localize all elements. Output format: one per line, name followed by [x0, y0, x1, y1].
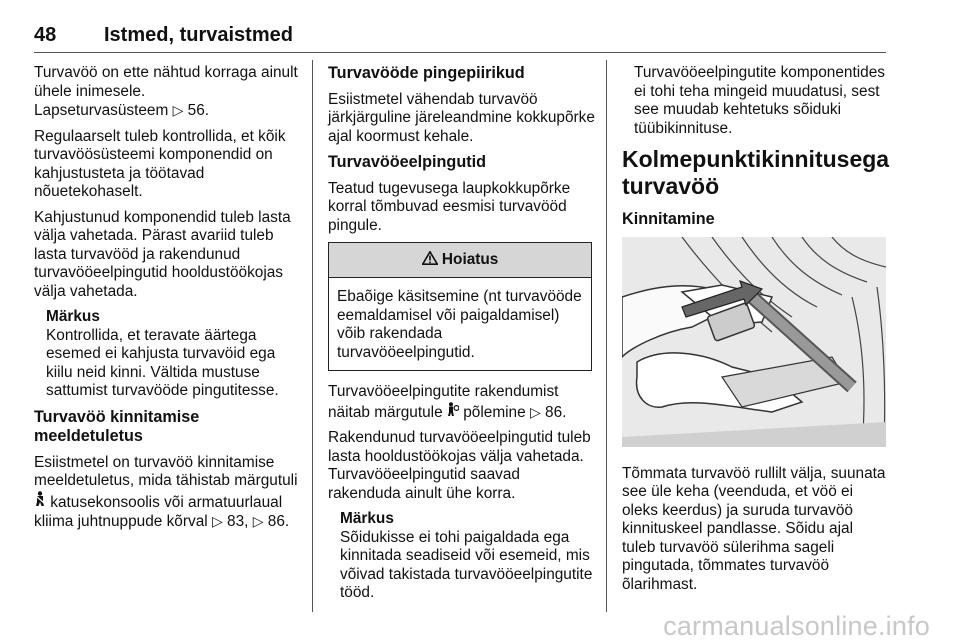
seatbelt-reminder-icon	[34, 494, 50, 511]
paragraph: Tõmmata turvavöö rullilt välja, suunata see üle keha (veenduda, et vöö ei oleks keerdus) ja suruda turvavöö kinnituskeel pandlasse. Sõidu ajal tuleb turvavöö sülerihma sageli pingutada, tõmmates turvavöö õlarihmast.	[622, 464, 886, 593]
column-left	[34, 64, 302, 539]
page-number: 48	[34, 24, 57, 46]
note-title: Märkus	[340, 510, 394, 527]
airbag-pretensioner-icon	[447, 404, 463, 421]
section-heading: Turvavööeelpingutid	[328, 153, 486, 171]
ref-arrow-icon: ▷	[172, 102, 184, 118]
header-divider	[34, 52, 886, 53]
warning-triangle-icon	[422, 251, 442, 268]
paragraph: Rakendunud turvavööeelpingutid tuleb lasta hooldustöökojas välja vahetada. Turvavööeelpingutid saavad rakenduda ainult ühe korra.	[328, 429, 591, 502]
warning-text: Ebaõige käsitsemine (nt turvavööde eemaldamisel või paigaldamisel) võib rakendada turvavööeelpingutid.	[337, 288, 582, 361]
page-title: Istmed, turvaistmed	[104, 24, 293, 46]
ref-arrow-icon: ▷	[211, 513, 223, 529]
paragraph: Esiistmetel vähendab turvavöö järkjärguline järeleandmine kokkupõrke ajal koormust kehale.	[328, 90, 595, 145]
note-text: Kontrollida, et teravate äärtega esemed ei kahjusta turvavöid ega kiilu neid kinni. Vältida mustuse sattumist turvavööde pingutitesse.	[46, 326, 279, 399]
note	[328, 510, 596, 603]
subsection-heading: Kinnitamine	[622, 210, 715, 228]
paragraph: Teatud tugevusega laupkokkupõrke korral tõmbuvad eesmisi turvavööd pingule.	[328, 179, 571, 234]
watermark: carmanualsonline.info	[663, 611, 930, 641]
paragraph: Regulaarselt tuleb kontrollida, et kõik turvavöösüsteemi komponendid on kahjustusteta ja töötavad nõuetekohaselt.	[34, 127, 286, 200]
column-divider	[606, 60, 607, 612]
warning-box	[328, 242, 592, 371]
paragraph: Turvavööeelpingutite komponentides ei tohi teha mingeid muudatusi, sest see muudab kehtetuks sõiduki tüübikinnituse.	[634, 64, 885, 137]
note	[34, 308, 302, 401]
section-heading: Turvavööde pingepiirikud	[328, 64, 525, 82]
column-divider	[312, 60, 313, 612]
paragraph: Kahjustunud komponendid tuleb lasta välja vahetada. Pärast avariid tuleb lasta turvavööd ja rakendunud turvavööeelpingutid hooldustöökojas välja vahetada.	[34, 208, 291, 300]
column-middle	[328, 64, 596, 610]
paragraph: Esiistmetel on turvavöö kinnitamise meeldetuletus, mida tähistab märgutuli katusekonsoolis või armatuurlaual kliima juhtnuppude kõrval ▷ 83, ▷ 86.	[34, 453, 298, 530]
warning-title: Hoiatus	[441, 251, 499, 268]
seatbelt-fastening-illustration	[622, 237, 886, 447]
note-title: Märkus	[46, 308, 100, 325]
paragraph: Turvavöö on ette nähtud korraga ainult ühele inimesele. Lapseturvasüsteem ▷ 56.	[34, 64, 298, 119]
ref-arrow-icon: ▷	[252, 513, 264, 529]
section-heading: Kolmepunktikinnitusega turvavöö	[622, 146, 890, 199]
note-text: Sõidukisse ei tohi paigaldada ega kinnitada seadiseid või esemeid, mis võivad takistada turvavööeelpingutite tööd.	[340, 528, 593, 601]
ref-arrow-icon: ▷	[529, 403, 541, 420]
paragraph: Turvavööeelpingutite rakendumist näitab märgutule põlemine ▷ 86.	[328, 383, 567, 421]
section-heading: Turvavöö kinnitamise meeldetuletus	[34, 407, 200, 445]
warning-header	[329, 243, 591, 278]
column-right	[622, 64, 890, 601]
